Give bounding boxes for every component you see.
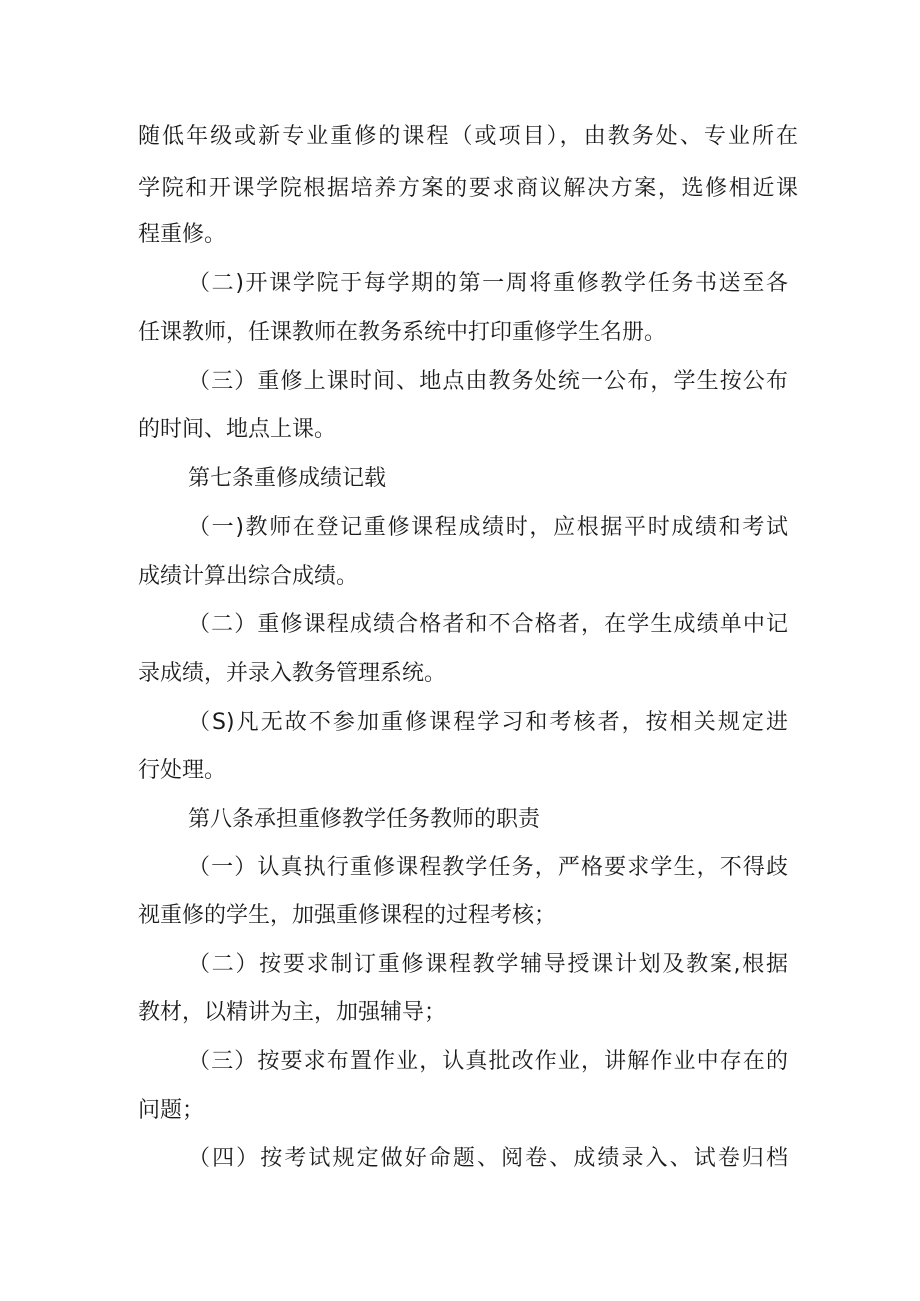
paragraph-line: 成绩计算出综合成绩。 [138, 564, 359, 589]
paragraph-line: （一）认真执行重修课程教学任务，严格要求学生，不得歧 [188, 855, 788, 880]
paragraph-line: （二）按要求制订重修课程教学辅导授课计划及教案,根据 [188, 952, 788, 977]
paragraph-line: （二)开课学院于每学期的第一周将重修教学任务书送至各 [188, 271, 788, 296]
paragraph-line: （三）重修上课时间、地点由教务处统一公布，学生按公布 [188, 369, 788, 394]
paragraph-line: 学院和开课学院根据培养方案的要求商议解决方案，选修相近课 [138, 176, 798, 201]
paragraph-line: 教材，以精讲为主，加强辅导； [138, 1000, 447, 1025]
paragraph-line: （S)凡无故不参加重修课程学习和考核者，按相关规定进 [188, 710, 788, 735]
paragraph-line: 问题； [138, 1098, 205, 1123]
paragraph-line: 随低年级或新专业重修的课程（或项目），由教务处、专业所在 [138, 124, 798, 149]
paragraph-line: （四）按考试规定做好命题、阅卷、成绩录入、试卷归档 [188, 1146, 788, 1171]
paragraph-line: （一)教师在登记重修课程成绩时，应根据平时成绩和考试 [188, 515, 788, 540]
paragraph-line: 的时间、地点上课。 [138, 417, 337, 442]
paragraph-line: （二）重修课程成绩合格者和不合格者，在学生成绩单中记 [188, 612, 788, 637]
paragraph-line: 行处理。 [138, 758, 227, 783]
article-heading: 第八条承担重修教学任务教师的职责 [188, 807, 541, 832]
paragraph-line: 视重修的学生，加强重修课程的过程考核； [138, 903, 557, 928]
paragraph-line: 任课教师，任课教师在教务系统中打印重修学生名册。 [138, 320, 667, 345]
article-heading: 第七条重修成绩记载 [188, 466, 387, 491]
paragraph-line: 录成绩，并录入教务管理系统。 [138, 661, 447, 686]
paragraph-line: （三）按要求布置作业，认真批改作业，讲解作业中存在的 [188, 1049, 788, 1074]
paragraph-line: 程重修。 [138, 222, 227, 247]
